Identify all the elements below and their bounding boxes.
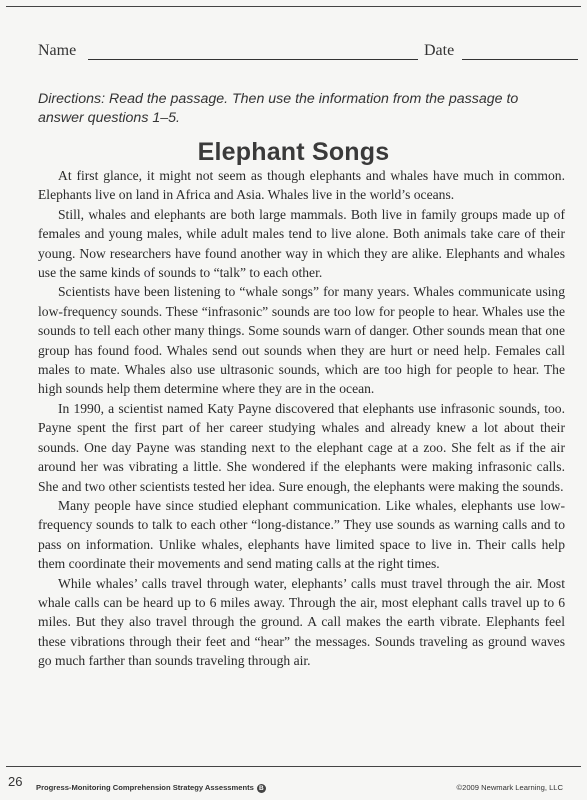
- name-date-row: [38, 40, 578, 64]
- paragraph-4: In 1990, a scientist named Katy Payne discovered that elephants use infrasonic sounds, too. Payne spent the first part of her career studying whales and already knew a lot about their sounds. One day Payne was standing next to the elephant cage at a zoo. She felt as if the air around her was vibrating a little. She wondered if the elephants were making infrasonic calls. She and two other scientists tested her idea. Sure enough, the elephants were making the sounds.: [38, 400, 565, 494]
- copyright-text: ©2009 Newmark Learning, LLC: [456, 783, 563, 792]
- passage-title: Elephant Songs: [197, 138, 390, 166]
- series-title-text: Progress-Monitoring Comprehension Strategy Assessments: [36, 783, 254, 792]
- date-label: Date: [424, 42, 455, 59]
- paragraph-6: While whales’ calls travel through water, elephants’ calls must travel through the air. Most whale calls can be heard up to 6 miles away. Through the air, most elephant calls travel up to 6 miles. But they also travel through the ground. A call makes the earth vibrate. Elephants feel these vibrations through their feet and “hear” the messages. Sounds traveling as ground waves go much farther than sounds traveling through air.: [38, 575, 565, 669]
- paragraph-3: Scientists have been listening to “whale songs” for many years. Whales communicate using low-frequency sounds. These “infrasonic” sounds are too low for people to hear. Whales use the sounds to tell each other many things. Some sounds warn of danger. Other sounds mean that one group has found food. Whales send out sounds when they are hurt or need help. Females call males to mate. Whales also use ultrasonic sounds, which are too high for people to hear. The high sounds help them determine where they are in the ocean.: [38, 284, 565, 397]
- directions-text: Directions: Read the passage. Then use the information from the passage to answer questions 1–5.: [38, 91, 519, 126]
- paragraph-5: Many people have since studied elephant communication. Like whales, elephants use low-frequency sounds to talk to each other “long-distance.” They use sounds as warning calls and to pass on information. Unlike whales, elephants have limited space to live in. Their calls help them coordinate their movements and send mating calls at the right times.: [38, 497, 565, 572]
- series-title: [36, 783, 266, 793]
- paragraph-1: At first glance, it might not seem as though elephants and whales have much in common. Elephants live on land in Africa and Asia. Whales live in the world’s oceans.: [38, 168, 565, 203]
- footer-rule: [6, 766, 581, 767]
- passage-body: [38, 166, 565, 671]
- top-border: [6, 6, 581, 7]
- date-line: [462, 59, 578, 60]
- paragraph-2: Still, whales and elephants are both large mammals. Both live in family groups made up of females and young males, while adult males tend to live alone. Both animals take care of their young. Now researchers have found another way in which they are alike. Elephants and whales use the same kinds of sounds to “talk” to each other.: [38, 206, 565, 281]
- page-number: 26: [8, 774, 23, 789]
- name-line: [88, 59, 418, 60]
- level-badge-icon: B: [257, 784, 266, 793]
- name-label: Name: [38, 42, 77, 59]
- page-footer: [0, 766, 587, 800]
